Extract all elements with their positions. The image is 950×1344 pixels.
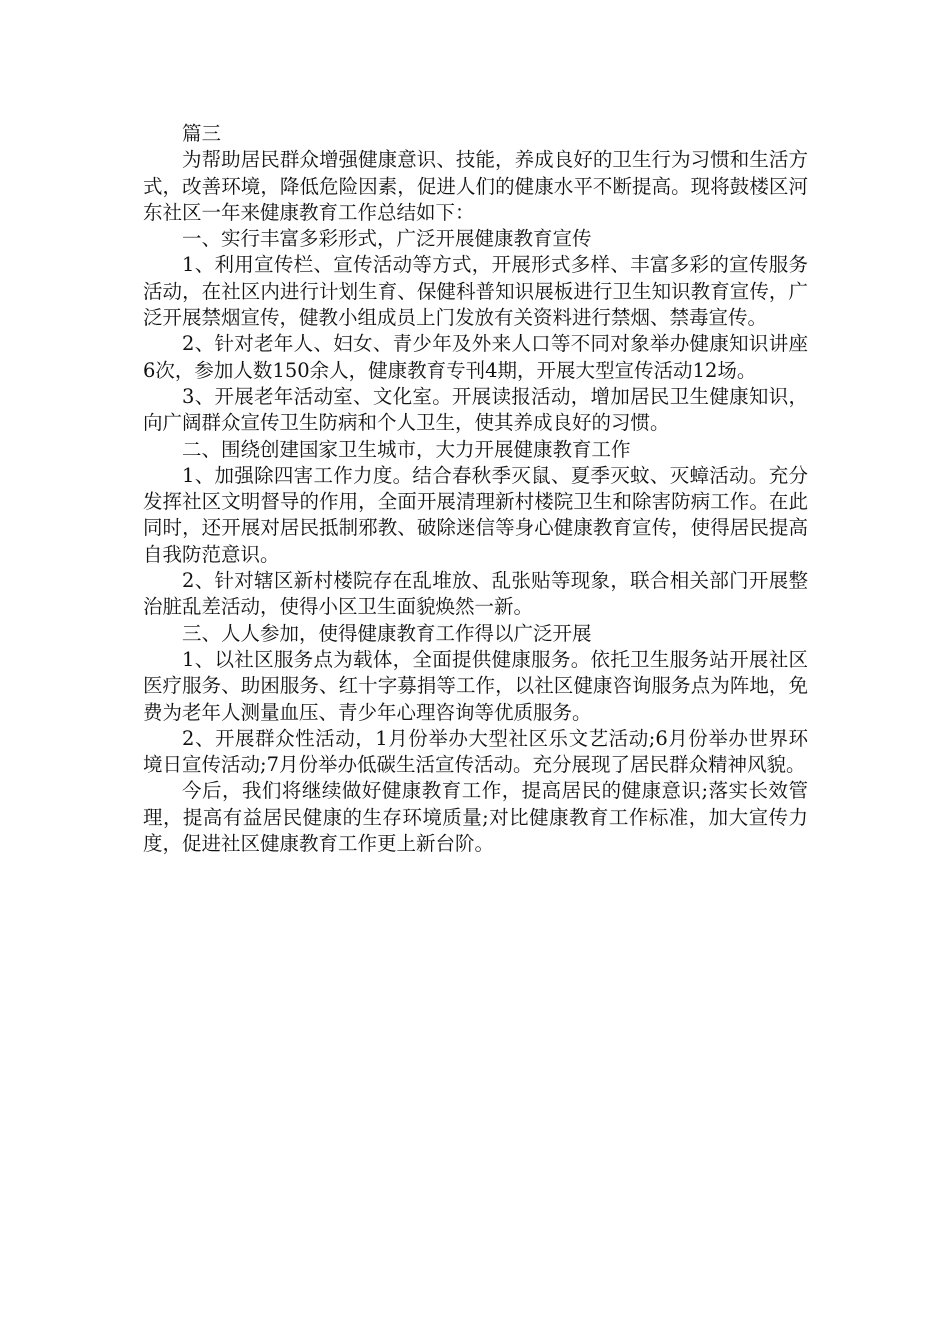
paragraph-2-1: 1、加强除四害工作力度。结合春秋季灭鼠、夏季灭蚊、灭蟑活动。充分发挥社区文明督导的作用，全面开展清理新村楼院卫生和除害防病工作。在此同时，还开展对居民抵制邪教、破除迷信等身心健康教育宣传，使得居民提高自我防范意识。 [143,463,808,566]
paragraph-2-2: 2、针对辖区新村楼院存在乱堆放、乱张贴等现象，联合相关部门开展整治脏乱差活动，使得小区卫生面貌焕然一新。 [143,569,808,619]
paragraph-1-1: 1、利用宣传栏、宣传活动等方式，开展形式多样、丰富多彩的宣传服务活动，在社区内进行计划生育、保健科普知识展板进行卫生知识教育宣传，广泛开展禁烟宣传，健教小组成员上门发放有关资料进行禁烟、禁毒宣传。 [143,253,808,330]
intro-paragraph: 为帮助居民群众增强健康意识、技能，养成良好的卫生行为习惯和生活方式，改善环境，降低危险因素，促进人们的健康水平不断提高。现将鼓楼区河东社区一年来健康教育工作总结如下： [143,148,808,224]
heading-three: 三、人人参加，使得健康教育工作得以广泛开展 [182,621,592,645]
paragraph-3-1: 1、以社区服务点为载体，全面提供健康服务。依托卫生服务站开展社区医疗服务、助困服务、红十字募捐等工作，以社区健康咨询服务点为阵地，免费为老年人测量血压、青少年心理咨询等优质服务。 [143,647,808,724]
paragraph-1-2: 2、针对老年人、妇女、青少年及外来人口等不同对象举办健康知识讲座6次，参加人数150余人，健康教育专刊4期，开展大型宣传活动12场。 [143,332,808,382]
heading-one: 一、实行丰富多彩形式，广泛开展健康教育宣传 [182,227,592,251]
closing-paragraph: 今后，我们将继续做好健康教育工作，提高居民的健康意识;落实长效管理，提高有益居民健康的生存环境质量;对比健康教育工作标准，加大宣传力度，促进社区健康教育工作更上新台阶。 [143,779,808,856]
paragraph-1-3: 3、开展老年活动室、文化室。开展读报活动，增加居民卫生健康知识，向广阔群众宣传卫生防病和个人卫生，使其养成良好的习惯。 [143,384,808,435]
heading-two: 二、围绕创建国家卫生城市，大力开展健康教育工作 [182,437,631,461]
paragraph-3-2: 2、开展群众性活动，1月份举办大型社区乐文艺活动;6月份举办世界环境日宣传活动;7月份举办低碳生活宣传活动。充分展现了居民群众精神风貌。 [143,726,808,777]
document-body [143,121,808,857]
section-title: 篇三 [182,122,222,145]
